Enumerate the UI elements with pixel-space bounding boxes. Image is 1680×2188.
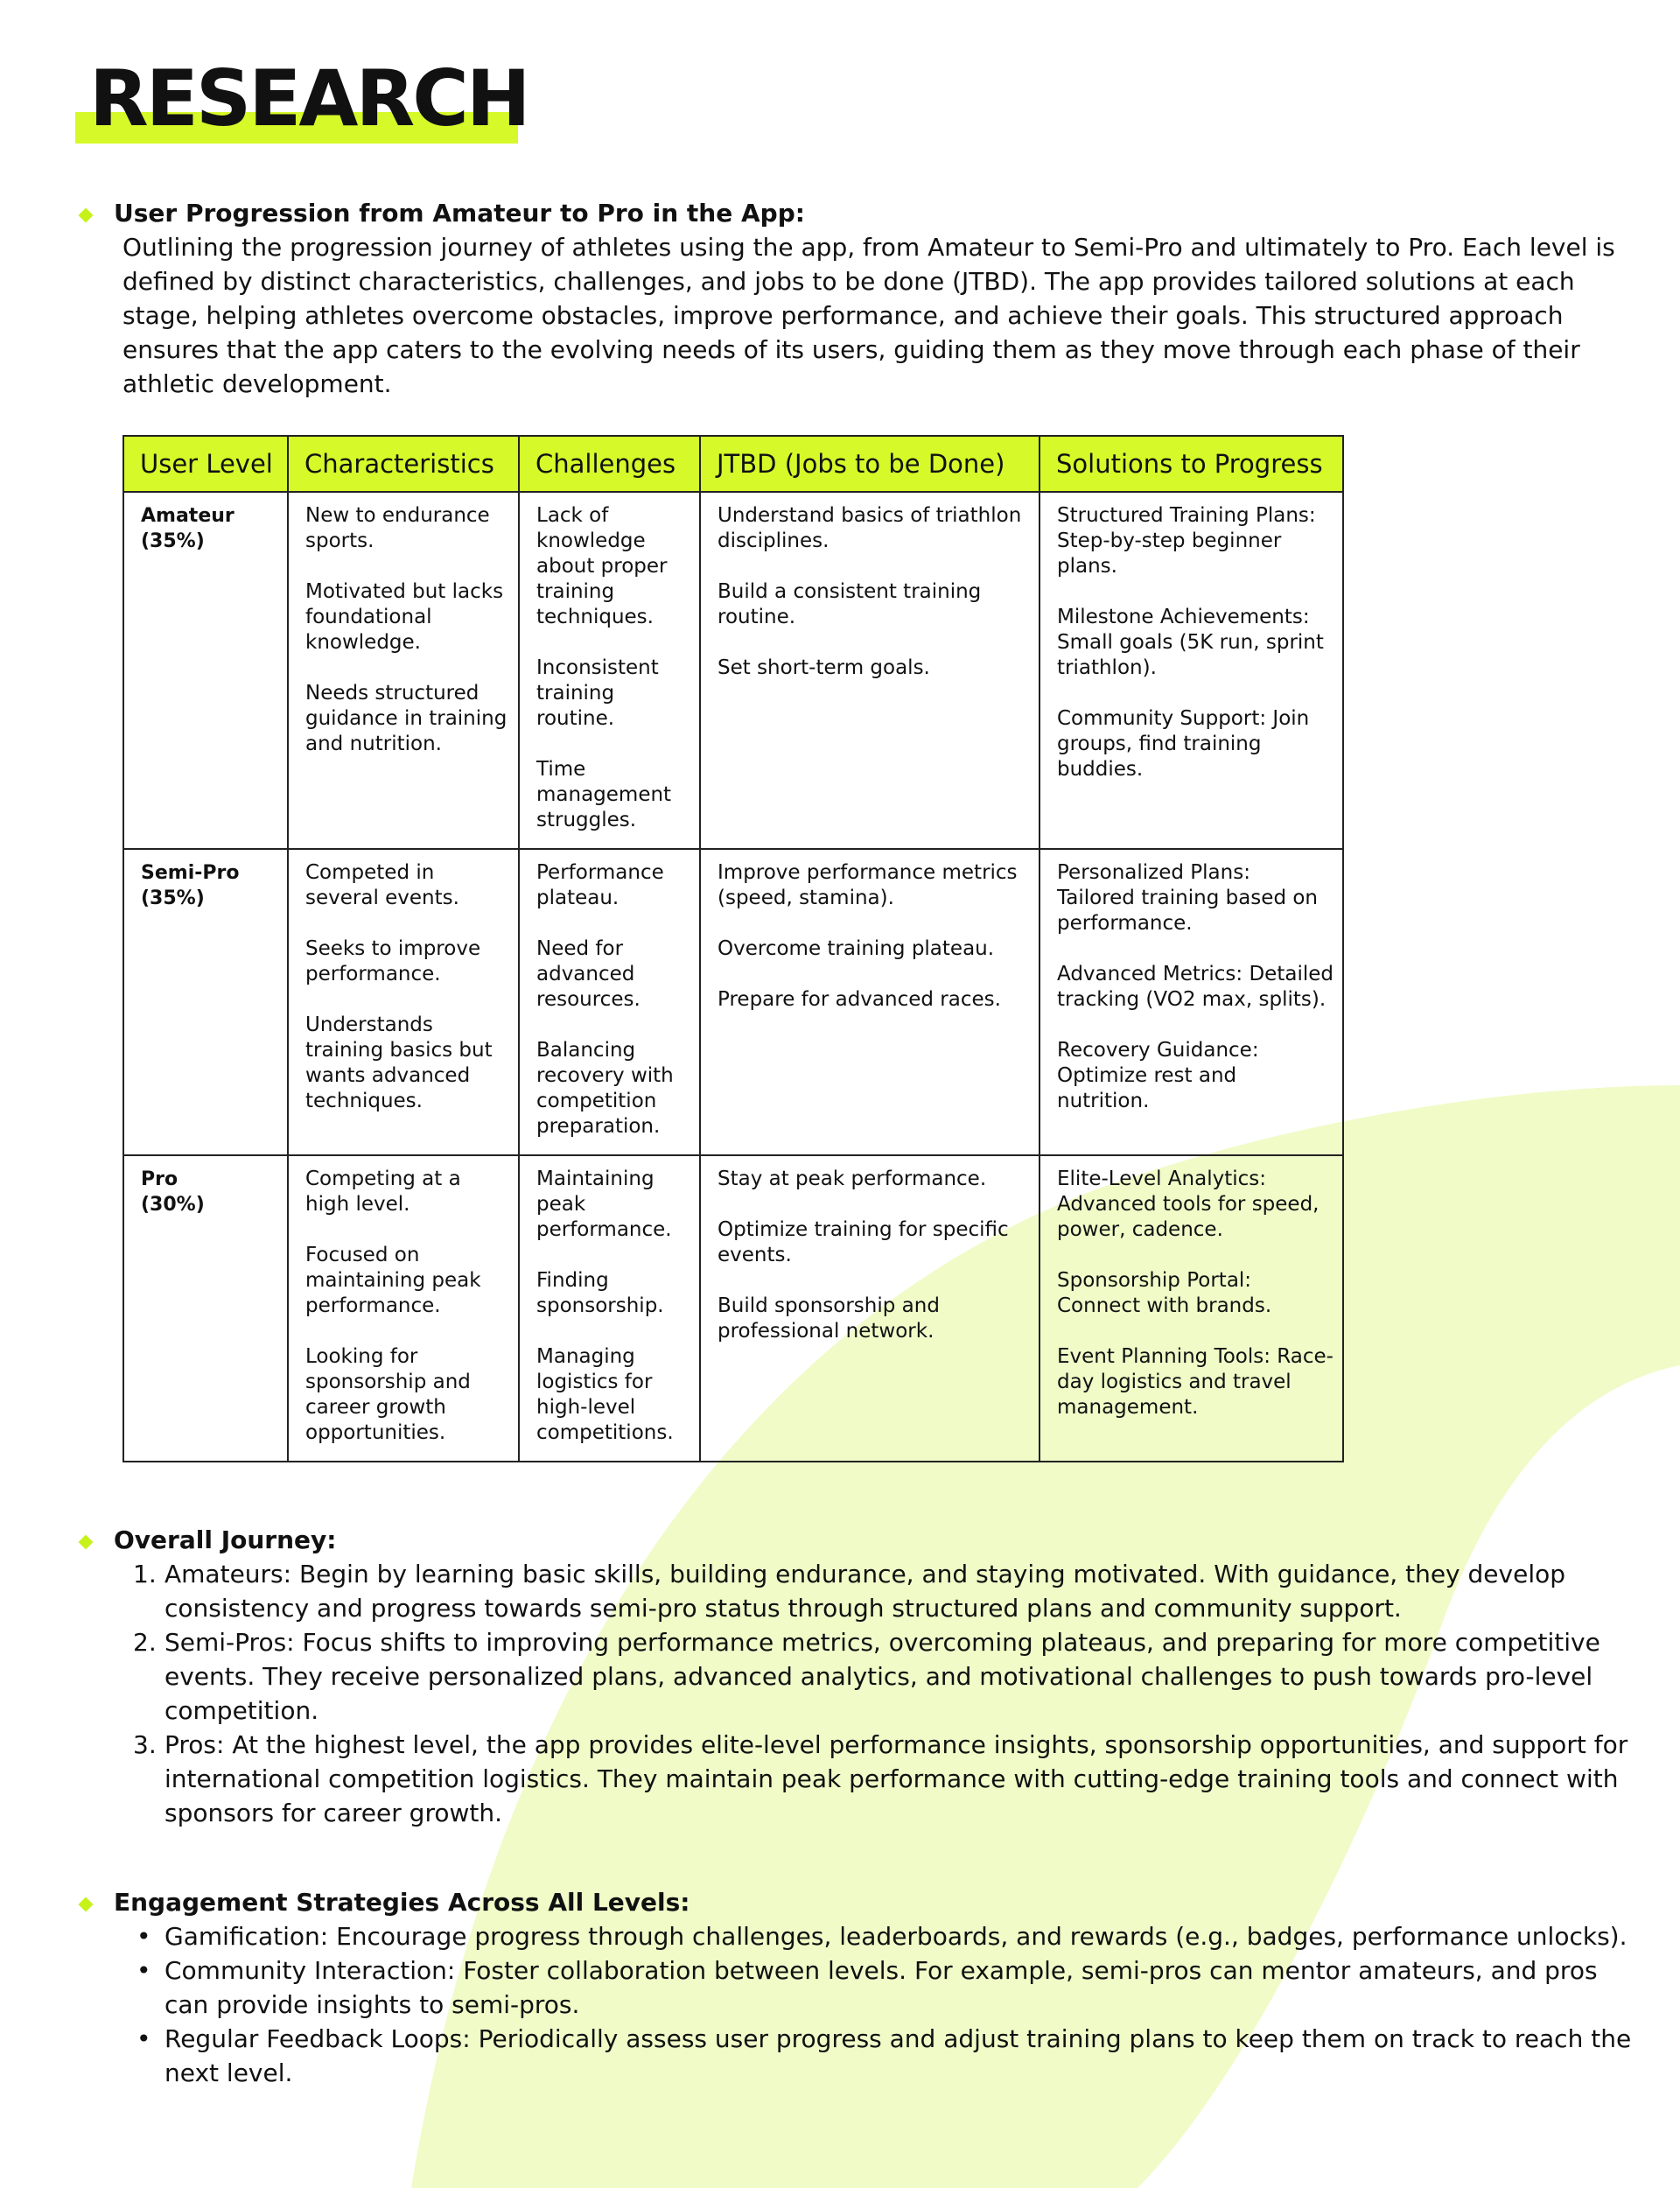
- cell-item: Needs structured guidance in training and nutrition.: [305, 682, 508, 755]
- journey-heading-row: [75, 1523, 1606, 1557]
- intro-paragraph: Outlining the progression journey of athletes using the app, from Amateur to Semi-Pro and ultimately to Pro. Each level is defined by distinct characteristics, challenges, and jobs to be done (JTBD). The app provides tailored solutions at each stage, helping athletes overcome obstacles, improve performance, and achieve their goals. This structured approach ensures that the app caters to the evolving needs of its users, guiding them as they move through each phase of their athletic development.: [122, 233, 1615, 398]
- list-number: 1.: [133, 1560, 157, 1588]
- list-item: [122, 1728, 1645, 1830]
- bullet-dot-icon: •: [136, 1922, 151, 1951]
- cell-item: Community Support: Join groups, find training buddies.: [1057, 707, 1310, 781]
- list-item-text: Semi-Pros: Focus shifts to improving performance metrics, overcoming plateaus, and preparing for more competitive events. They receive personalized plans, advanced analytics, and motivational challenges to push towards pro-level competition.: [164, 1628, 1600, 1725]
- solutions-cell: [1040, 1155, 1343, 1462]
- cell-item: Prepare for advanced races.: [718, 988, 1001, 1011]
- user-level-share: (35%): [141, 887, 205, 909]
- characteristics-cell: [288, 492, 519, 849]
- user-level-name: Semi-Pro: [141, 862, 240, 884]
- jtbd-cell: [700, 492, 1040, 849]
- engagement-section: [75, 1885, 1632, 2090]
- cell-item: Finding sponsorship.: [536, 1269, 664, 1317]
- cell-item: Understands training basics but wants advanced techniques.: [305, 1013, 493, 1112]
- list-number: 2.: [133, 1628, 157, 1657]
- characteristics-cell: [288, 849, 519, 1155]
- cell-item: Structured Training Plans: Step-by-step beginner plans.: [1057, 504, 1316, 578]
- journey-heading: Overall Journey:: [114, 1525, 337, 1554]
- intro-section: [75, 196, 1615, 401]
- page-title-block: [75, 51, 528, 147]
- cell-item: Milestone Achievements: Small goals (5K run, sprint triathlon).: [1057, 606, 1324, 679]
- cell-item: New to endurance sports.: [305, 504, 490, 552]
- table-header-cell: Solutions to Progress: [1040, 436, 1343, 492]
- cell-item: Inconsistent training routine.: [536, 656, 659, 730]
- challenges-cell: [519, 1155, 700, 1462]
- cell-item: Understand basics of triathlon disciplines.: [718, 504, 1022, 552]
- progression-table: [122, 435, 1344, 1462]
- cell-item: Motivated but lacks foundational knowledge.: [305, 580, 504, 654]
- cell-item: Event Planning Tools: Race-day logistics and travel management.: [1057, 1345, 1334, 1419]
- intro-heading-row: [75, 196, 1606, 230]
- table-row: [123, 492, 1343, 849]
- cell-item: Performance plateau.: [536, 861, 664, 909]
- user-level-cell: [123, 1155, 288, 1462]
- list-item: [122, 2022, 1645, 2090]
- solutions-cell: [1040, 492, 1343, 849]
- diamond-bullet-icon: [79, 1535, 94, 1550]
- cell-item: Looking for sponsorship and career growth opportunities.: [305, 1345, 471, 1444]
- cell-item: Managing logistics for high-level competitions.: [536, 1345, 674, 1444]
- table-row: [123, 1155, 1343, 1462]
- cell-item: Seeks to improve performance.: [305, 937, 481, 985]
- cell-item: Time management struggles.: [536, 758, 672, 831]
- table-header-cell: Challenges: [519, 436, 700, 492]
- cell-item: Set short-term goals.: [718, 656, 930, 679]
- table-header-row: [123, 436, 1343, 492]
- bullet-dot-icon: •: [136, 1956, 151, 1985]
- cell-item: Sponsorship Portal: Connect with brands.: [1057, 1269, 1272, 1317]
- cell-item: Balancing recovery with competition preparation.: [536, 1039, 674, 1138]
- list-number: 3.: [133, 1730, 157, 1759]
- cell-item: Build sponsorship and professional network.: [718, 1294, 940, 1343]
- jtbd-cell: [700, 1155, 1040, 1462]
- user-level-cell: [123, 492, 288, 849]
- cell-item: Focused on maintaining peak performance.: [305, 1244, 481, 1317]
- characteristics-cell: [288, 1155, 519, 1462]
- engagement-heading: Engagement Strategies Across All Levels:: [114, 1888, 690, 1917]
- challenges-cell: [519, 849, 700, 1155]
- list-item-text: Amateurs: Begin by learning basic skills, building endurance, and staying motivated. With guidance, they develop consistency and progress towards semi-pro status through structured plans and community support.: [164, 1560, 1566, 1623]
- list-item: [122, 1625, 1645, 1728]
- page-title: RESEARCH: [89, 53, 528, 144]
- cell-item: Competed in several events.: [305, 861, 459, 909]
- engagement-heading-row: [75, 1885, 1606, 1919]
- list-item-text: Gamification: Encourage progress through challenges, leaderboards, and rewards (e.g., badges, performance unlocks).: [164, 1922, 1628, 1951]
- engagement-list: [122, 1919, 1645, 2090]
- cell-item: Advanced Metrics: Detailed tracking (VO2 max, splits).: [1057, 963, 1334, 1011]
- list-item-text: Community Interaction: Foster collaboration between levels. For example, semi-pros can mentor amateurs, and pros can provide insights to semi-pros.: [164, 1956, 1598, 2019]
- cell-item: Personalized Plans: Tailored training based on performance.: [1057, 861, 1319, 935]
- journey-section: [75, 1523, 1628, 1830]
- table-row: [123, 849, 1343, 1155]
- diamond-bullet-icon: [79, 1897, 94, 1912]
- cell-item: Improve performance metrics (speed, stamina).: [718, 861, 1018, 909]
- cell-item: Build a consistent training routine.: [718, 580, 982, 628]
- cell-item: Need for advanced resources.: [536, 937, 640, 1011]
- cell-item: Overcome training plateau.: [718, 937, 995, 960]
- solutions-cell: [1040, 849, 1343, 1155]
- cell-item: Competing at a high level.: [305, 1168, 461, 1216]
- list-item-text: Regular Feedback Loops: Periodically assess user progress and adjust training plans to keep them on track to reach the next level.: [164, 2024, 1632, 2087]
- list-item-text: Pros: At the highest level, the app provides elite-level performance insights, sponsorship opportunities, and support for international competition logistics. They maintain peak performance with cutting-edge training tools and connect with sponsors for career growth.: [164, 1730, 1628, 1827]
- table-header-cell: User Level: [123, 436, 288, 492]
- journey-list: [122, 1557, 1645, 1830]
- list-item: [122, 1557, 1645, 1625]
- cell-item: Recovery Guidance: Optimize rest and nutrition.: [1057, 1039, 1259, 1112]
- intro-heading: User Progression from Amateur to Pro in the App:: [114, 199, 805, 228]
- cell-item: Maintaining peak performance.: [536, 1168, 672, 1241]
- cell-item: Optimize training for specific events.: [718, 1218, 1009, 1266]
- diamond-bullet-icon: [79, 208, 94, 223]
- user-level-cell: [123, 849, 288, 1155]
- user-level-name: Pro: [141, 1168, 178, 1190]
- list-item: [122, 1953, 1645, 2022]
- user-level-share: (30%): [141, 1194, 205, 1216]
- cell-item: Lack of knowledge about proper training techniques.: [536, 504, 668, 628]
- cell-item: Stay at peak performance.: [718, 1168, 987, 1190]
- jtbd-cell: [700, 849, 1040, 1155]
- challenges-cell: [519, 492, 700, 849]
- table-header-cell: Characteristics: [288, 436, 519, 492]
- user-level-share: (35%): [141, 530, 205, 552]
- user-level-name: Amateur: [141, 505, 234, 527]
- bullet-dot-icon: •: [136, 2024, 151, 2053]
- table-header-cell: JTBD (Jobs to be Done): [700, 436, 1040, 492]
- list-item: [122, 1919, 1645, 1953]
- cell-item: Elite-Level Analytics: Advanced tools for speed, power, cadence.: [1057, 1168, 1320, 1241]
